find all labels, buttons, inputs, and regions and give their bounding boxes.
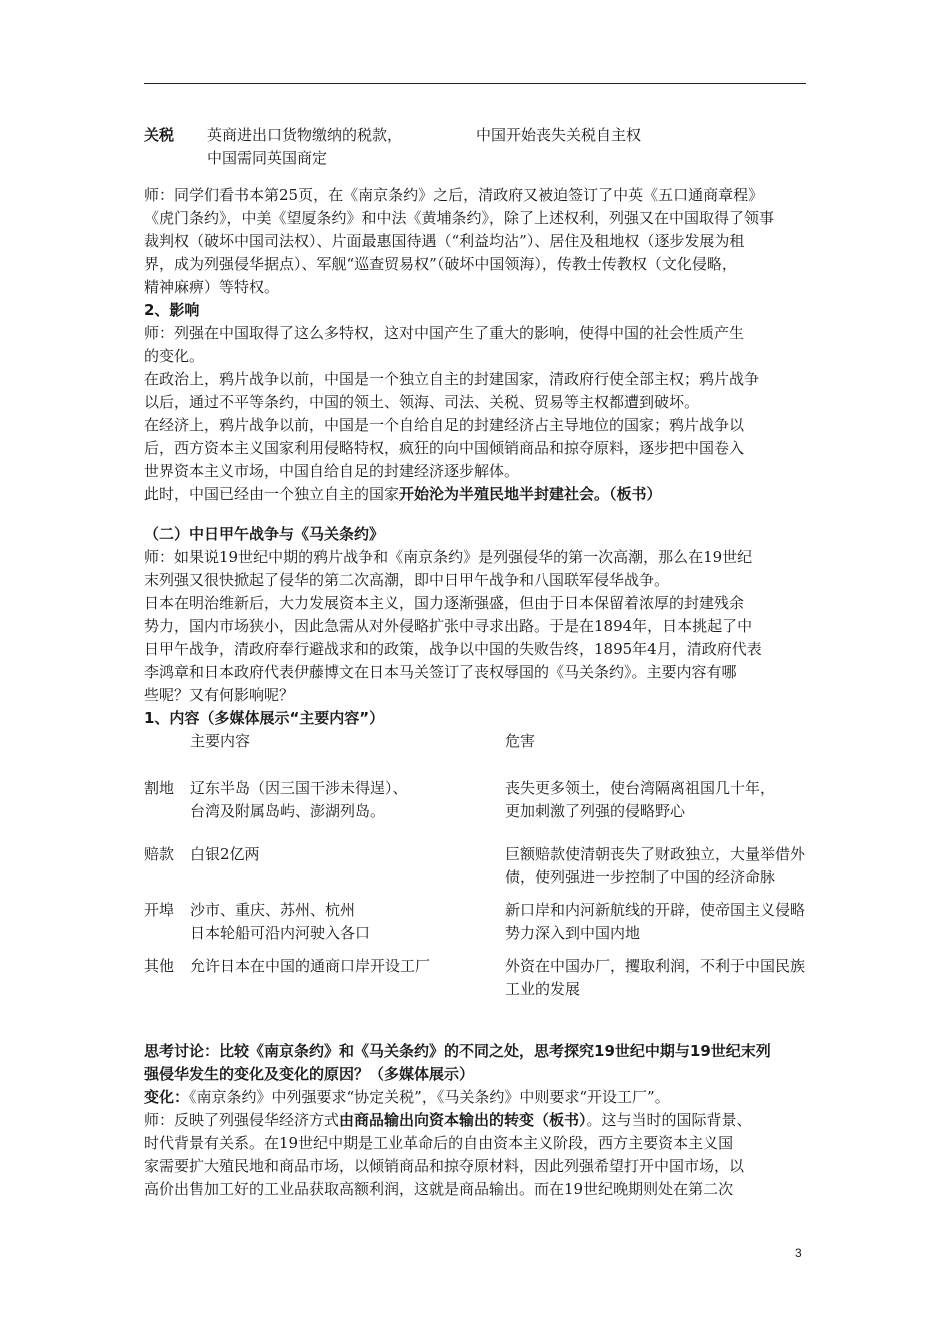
table-cell: 允许日本在中国的通商口岸开设工厂 [190,957,431,975]
table-cell: 工业的发展 [505,980,581,998]
conclusion-prefix: 此时，中国已经由一个独立自主的国家 [144,485,400,503]
paragraph-line: 《虎门条约》，中美《望厦条约》和中法《黄埔条约》，除了上述权利，列强又在中国取得了领事 [144,209,775,227]
table-header-content: 主要内容 [190,732,251,750]
paragraph-line: 时代背景有关系。在19世纪中期是工业革命后的自由资本主义阶段，西方主要资本主义国 [144,1134,734,1152]
paragraph-line: 精神麻痹）等特权。 [144,278,280,296]
table-cell: 新口岸和内河新航线的开辟，使帝国主义侵略 [505,901,806,919]
discussion-line: 思考讨论：比较《南京条约》和《马关条约》的不同之处，思考探究19世纪中期与19世纪末列 [144,1042,771,1060]
paragraph-line: 家需要扩大殖民地和商品市场，以倾销商品和掠夺原材料，因此列强希望打开中国市场，以 [144,1157,745,1175]
paragraph-line: 高价出售加工好的工业品获取高额利润，这就是商品输出。而在19世纪晚期则处在第二次 [144,1180,734,1198]
table-cell: 丧失更多领土，使台湾隔离祖国几十年， [505,779,776,797]
para4-suffix: 。这与当时的国际背景、 [586,1111,752,1129]
paragraph-line: 些呢？又有何影响呢？ [144,686,295,704]
table-cell: 更加刺激了列强的侵略野心 [505,802,686,820]
section-heading: 1、内容（多媒体展示“主要内容”） [144,709,385,727]
change-label: 变化： [144,1088,190,1106]
tariff-content: 中国需同英国商定 [207,149,328,167]
paragraph-line [144,1109,752,1132]
paragraph-line: 后，西方资本主义国家利用侵略特权，疯狂的向中国倾销商品和掠夺原料，逐步把中国卷入 [144,439,745,457]
table-cell: 台湾及附属岛屿、澎湖列岛。 [190,802,386,820]
table-cell: 白银2亿两 [190,845,260,863]
paragraph-line: 师：同学们看书本第25页，在《南京条约》之后，清政府又被迫签订了中英《五口通商章程》 [144,186,764,204]
table-cell: 势力深入到中国内地 [505,924,641,942]
paragraph-line: 以后，通过不平等条约，中国的领土、领海、司法、关税、贸易等主权都遭到破坏。 [144,393,700,411]
paragraph-line: 界，成为列强侵华据点）、军舰“巡查贸易权”（破坏中国领海），传教士传教权（文化侵略， [144,255,737,273]
table-row-label: 开埠 [144,901,175,919]
paragraph-line: 日甲午战争，清政府奉行避战求和的政策，战争以中国的失败告终，1895年4月，清政府代表 [144,640,762,658]
table-cell: 辽东半岛（因三国干涉未得逞）、 [190,779,408,797]
paragraph-line: 势力，国内市场狭小，因此急需从对外侵略扩张中寻求出路。于是在1894年，日本挑起了中 [144,617,753,635]
change-text: 《南京条约》中列强要求“协定关税”，《马关条约》中则要求“开设工厂”。 [189,1088,670,1106]
tariff-harm: 中国开始丧失关税自主权 [476,126,642,144]
conclusion-line [144,483,662,506]
discussion-line: 强侵华发生的变化及变化的原因？（多媒体展示） [144,1065,475,1083]
table-row-label: 赔款 [144,845,175,863]
table-row-label: 其他 [144,957,175,975]
tariff-label: 关税 [144,126,175,144]
paragraph-line: 李鸿章和日本政府代表伊藤博文在日本马关签订了丧权辱国的《马关条约》。主要内容有哪 [144,663,737,681]
section-heading: 2、影响 [144,301,200,319]
table-cell: 债，使列强进一步控制了中国的经济命脉 [505,868,776,886]
table-row-label: 割地 [144,779,175,797]
paragraph-line: 的变化。 [144,347,205,365]
para4-prefix: 师：反映了列强侵华经济方式 [144,1111,340,1129]
table-cell: 日本轮船可沿内河驶入各口 [190,924,371,942]
para4-bold: 由商品输出向资本输出的转变（板书） [339,1111,587,1129]
tariff-content: 英商进出口货物缴纳的税款， [207,126,403,144]
paragraph-line: 世界资本主义市场，中国自给自足的封建经济逐步解体。 [144,462,520,480]
paragraph-line: 在政治上，鸦片战争以前，中国是一个独立自主的封建国家，清政府行使全部主权；鸦片战争 [144,370,760,388]
paragraph-line: 日本在明治维新后，大力发展资本主义，国力逐渐强盛，但由于日本保留着浓厚的封建残余 [144,594,745,612]
table-cell: 沙市、重庆、苏州、杭州 [190,901,356,919]
paragraph-line: 师：如果说19世纪中期的鸦片战争和《南京条约》是列强侵华的第一次高潮，那么在19世纪 [144,548,753,566]
paragraph-line: 末列强又很快掀起了侵华的第二次高潮，即中日甲午战争和八国联军侵华战争。 [144,571,670,589]
conclusion-bold: 开始沦为半殖民地半封建社会 [399,485,595,503]
page-number: 3 [795,1246,802,1260]
section-heading: （二）中日甲午战争与《马关条约》 [144,525,385,543]
table-cell: 巨额赔款使清朝丧失了财政独立，大量举借外 [505,845,806,863]
table-cell: 外资在中国办厂，攫取利润，不利于中国民族 [505,957,806,975]
paragraph-line: 在经济上，鸦片战争以前，中国是一个自给自足的封建经济占主导地位的国家；鸦片战争以 [144,416,745,434]
conclusion-suffix: 。（板书） [594,485,662,503]
paragraph-line: 裁判权（破坏中国司法权）、片面最惠国待遇（“利益均沾”）、居住及租地权（逐步发展为租 [144,232,745,250]
paragraph-line: 师：列强在中国取得了这么多特权，这对中国产生了重大的影响，使得中国的社会性质产生 [144,324,745,342]
table-header-harm: 危害 [505,732,536,750]
header-rule [144,83,806,84]
change-line [144,1086,670,1109]
